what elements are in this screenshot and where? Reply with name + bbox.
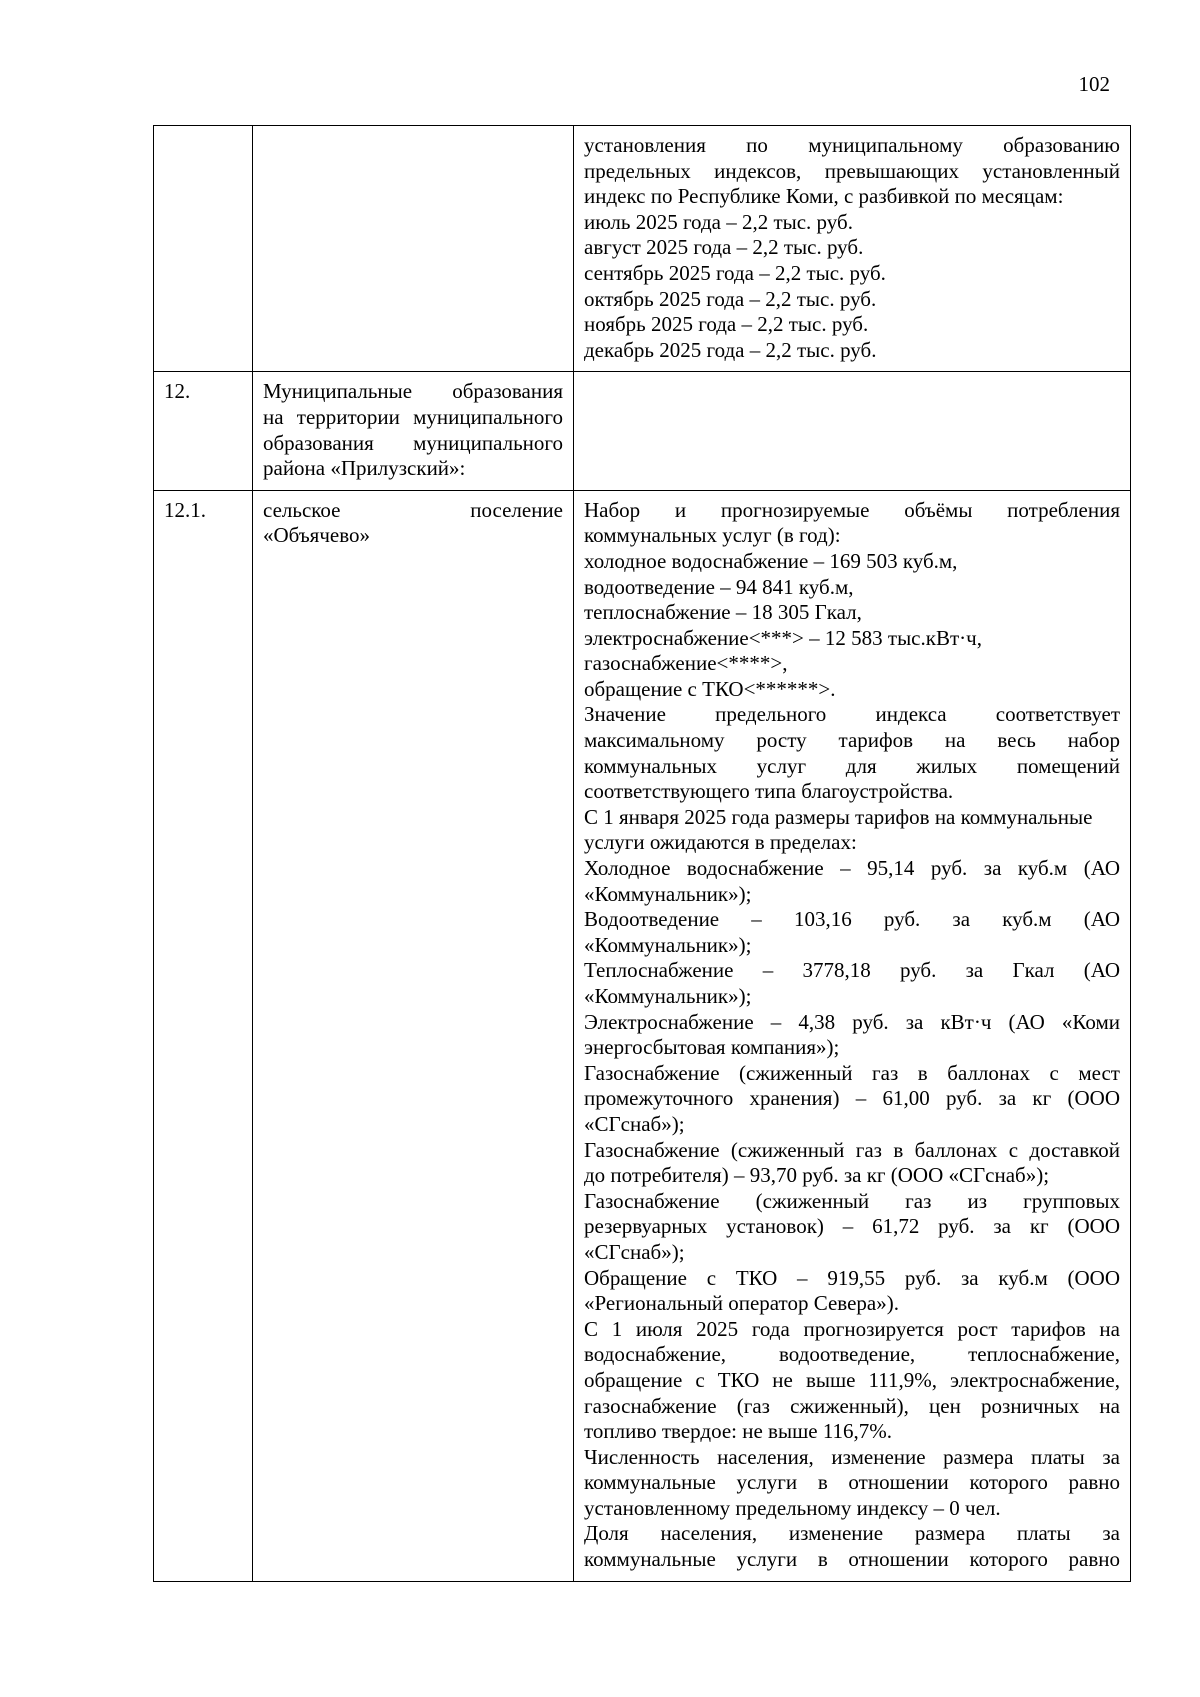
row-number-cell	[154, 490, 253, 1581]
tariff-details-line: установления по муниципальному образованию	[584, 133, 1120, 157]
tariff-details-line: август 2025 года – 2,2 тыс. руб.	[584, 235, 864, 260]
tariff-details-line: электроснабжение<***> – 12 583 тыс.кВт·ч,	[584, 625, 982, 650]
tariff-details-line: Численность населения, изменение размера платы за	[584, 1444, 1120, 1469]
tariff-details-line: холодное водоснабжение – 169 503 куб.м,	[584, 548, 958, 573]
tariff-details-line: предельных индексов, превышающих установленный	[584, 158, 1120, 183]
tariff-details-line: топливо твердое: не выше 116,7%.	[584, 1419, 893, 1444]
tariff-details-line: Газоснабжение (сжиженный газ в баллонах с доставкой	[584, 1137, 1120, 1162]
row-number-cell	[154, 372, 253, 490]
row-number-cell	[154, 126, 253, 372]
tariff-details-line: С 1 января 2025 года размеры тарифов на коммунальные	[584, 804, 1093, 829]
tariff-details-cell	[574, 126, 1131, 372]
tariff-details-line: «СГснаб»);	[584, 1111, 685, 1136]
tariff-details-line: резервуарных установок) – 61,72 руб. за кг (ООО	[584, 1214, 1120, 1239]
row-number: 12.	[164, 379, 191, 404]
table-row	[154, 126, 1131, 372]
tariff-details-line: газоснабжение (газ сжиженный), цен розничных на	[584, 1393, 1120, 1418]
tariff-table	[153, 125, 1131, 1582]
table-row	[154, 372, 1131, 490]
tariff-details-line: «Коммунальник»);	[584, 932, 752, 957]
tariff-details-line: «Коммунальник»);	[584, 881, 752, 906]
tariff-details-line: индекс по Республике Коми, с разбивкой по месяцам:	[584, 184, 1064, 209]
tariff-details-line: коммунальных услуг для жилых помещений	[584, 753, 1120, 778]
tariff-details-line: услуги ожидаются в пределах:	[584, 830, 857, 855]
municipality-name-line: сельское поселение	[263, 497, 563, 522]
tariff-details-line: Электроснабжение – 4,38 руб. за кВт·ч (АО «Коми	[584, 1009, 1120, 1034]
tariff-details-line: Обращение с ТКО – 919,55 руб. за куб.м (ООО	[584, 1265, 1120, 1290]
municipality-name-cell	[253, 372, 574, 490]
tariff-details-line: промежуточного хранения) – 61,00 руб. за кг (ООО	[584, 1086, 1120, 1111]
tariff-details-line: Водоотведение – 103,16 руб. за куб.м (АО	[584, 907, 1120, 932]
tariff-details-line: Газоснабжение (сжиженный газ из групповых	[584, 1188, 1120, 1213]
tariff-details-line: Теплоснабжение – 3778,18 руб. за Гкал (АО	[584, 958, 1120, 983]
municipality-name-line: образования муниципального	[263, 430, 563, 455]
tariff-details-line: газоснабжение<****>,	[584, 651, 788, 676]
tariff-details-line: Значение предельного индекса соответствует	[584, 702, 1120, 727]
tariff-details-cell	[574, 372, 1131, 490]
tariff-details-line: декабрь 2025 года – 2,2 тыс. руб.	[584, 337, 877, 362]
tariff-details-line: обращение с ТКО<******>.	[584, 676, 836, 701]
tariff-details-line: октябрь 2025 года – 2,2 тыс. руб.	[584, 286, 877, 311]
tariff-details-cell	[574, 490, 1131, 1581]
tariff-details-line: Доля населения, изменение размера платы за	[584, 1521, 1120, 1546]
tariff-details-line: Набор и прогнозируемые объёмы потребления	[584, 497, 1120, 522]
tariff-details-line: сентябрь 2025 года – 2,2 тыс. руб.	[584, 260, 886, 285]
tariff-details-line: «Региональный оператор Севера»).	[584, 1291, 899, 1316]
municipality-name-line: на территории муниципального	[263, 404, 563, 429]
municipality-name-cell	[253, 126, 574, 372]
municipality-name-line: Муниципальные образования	[263, 379, 563, 404]
municipality-name-line: района «Прилузский»:	[263, 456, 466, 481]
tariff-details-line: энергосбытовая компания»);	[584, 1035, 840, 1060]
tariff-details-line: С 1 июля 2025 года прогнозируется рост тарифов на	[584, 1316, 1120, 1341]
page-number: 102	[1078, 72, 1110, 96]
tariff-details-line: ноябрь 2025 года – 2,2 тыс. руб.	[584, 312, 869, 337]
tariff-details-line: максимальному росту тарифов на весь набор	[584, 728, 1120, 753]
municipality-name-cell	[253, 490, 574, 1581]
tariff-details-line: соответствующего типа благоустройства.	[584, 779, 954, 804]
tariff-details-line: водоснабжение, водоотведение, теплоснабжение,	[584, 1342, 1120, 1367]
row-number: 12.1.	[164, 497, 206, 522]
tariff-details-line: обращение с ТКО не выше 111,9%, электроснабжение,	[584, 1367, 1120, 1392]
table-row	[154, 490, 1131, 1581]
tariff-details-line: теплоснабжение – 18 305 Гкал,	[584, 600, 862, 625]
tariff-details-line: до потребителя) – 93,70 руб. за кг (ООО «СГснаб»);	[584, 1163, 1050, 1188]
tariff-details-line: июль 2025 года – 2,2 тыс. руб.	[584, 209, 853, 234]
tariff-details-line: коммунальные услуги в отношении которого равно	[584, 1547, 1120, 1572]
tariff-details-line: коммунальных услуг (в год):	[584, 523, 841, 548]
table-body	[154, 126, 1131, 1582]
municipality-name-line: «Объячево»	[263, 523, 370, 548]
tariff-details-line: водоотведение – 94 841 куб.м,	[584, 574, 854, 599]
tariff-details-line: коммунальные услуги в отношении которого равно	[584, 1470, 1120, 1495]
tariff-details-line: Холодное водоснабжение – 95,14 руб. за куб.м (АО	[584, 856, 1120, 881]
tariff-details-line: «СГснаб»);	[584, 1239, 685, 1264]
tariff-details-line: установленному предельному индексу – 0 чел.	[584, 1495, 1001, 1520]
tariff-details-line: Газоснабжение (сжиженный газ в баллонах с мест	[584, 1060, 1120, 1085]
tariff-details-line: «Коммунальник»);	[584, 984, 752, 1008]
